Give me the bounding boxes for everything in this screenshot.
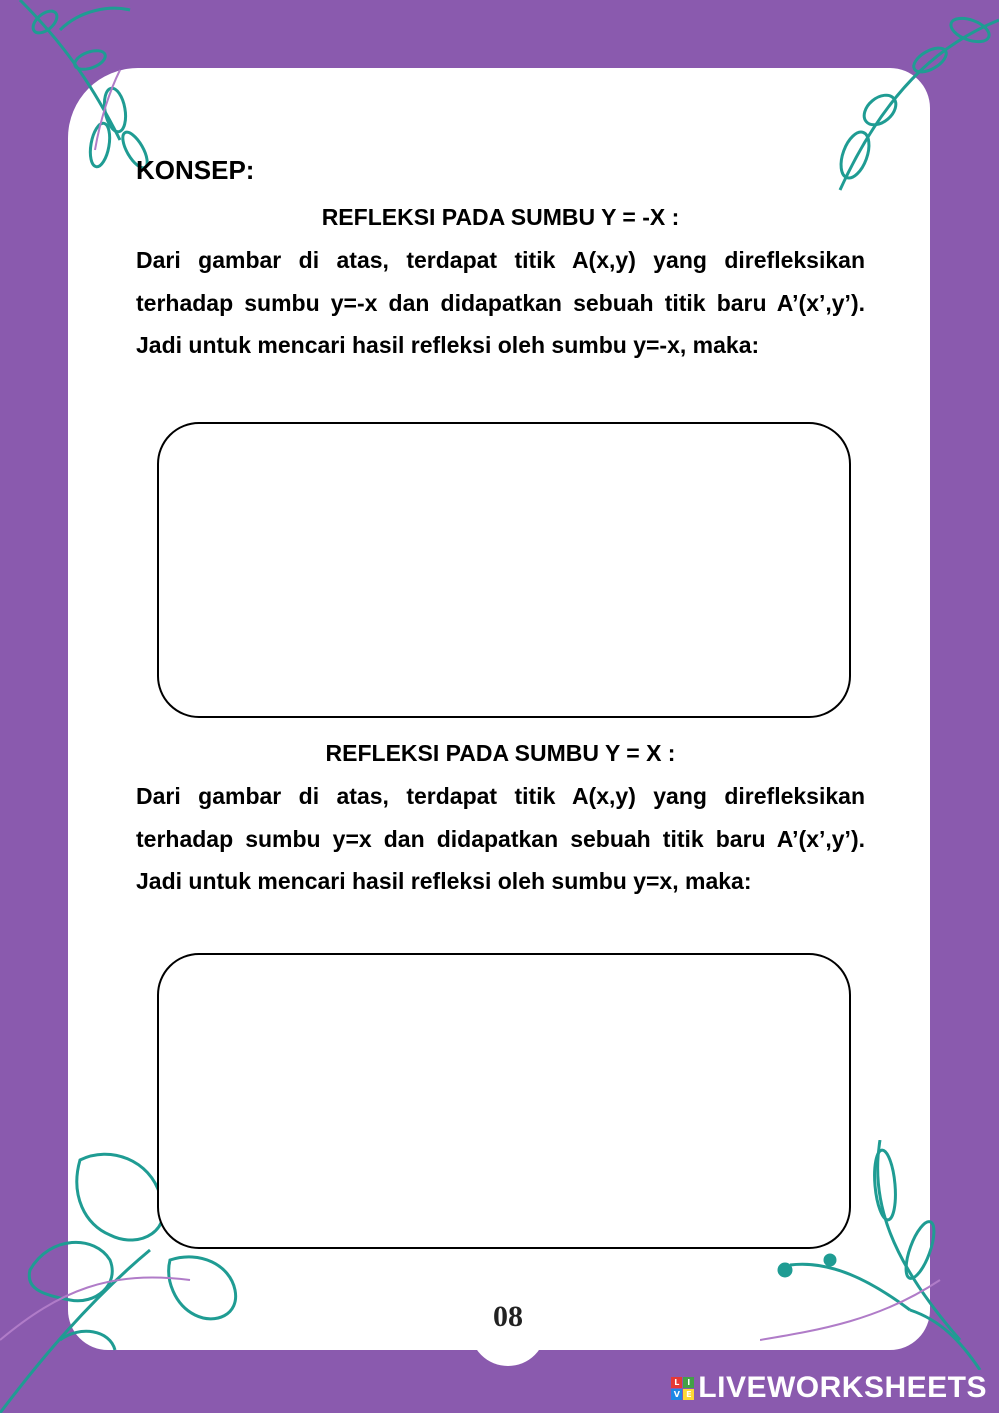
section-paragraph-reflection-y-x: Dari gambar di atas, terdapat titik A(x,y) yang direfleksikan terhadap sumbu y=x dan didapatkan sebuah titik baru A’(x’,y’). Jadi untuk mencari hasil refleksi oleh sumbu y=x, maka: — [136, 783, 865, 894]
logo-letter-i: I — [683, 1377, 694, 1388]
section-paragraph-reflection-y-neg-x: Dari gambar di atas, terdapat titik A(x,y) yang direfleksikan terhadap sumbu y=-x dan didapatkan sebuah titik baru A’(x’,y’). Jadi untuk mencari hasil refleksi oleh sumbu y=-x, maka: — [136, 247, 865, 358]
page-number: 08 — [493, 1300, 523, 1333]
live-logo-icon — [671, 1377, 694, 1400]
answer-box-reflection-y-x[interactable] — [157, 953, 851, 1249]
top-right-leaf-branch-icon — [800, 0, 999, 200]
section-title-reflection-y-x: REFLEKSI PADA SUMBU Y = X : — [325, 740, 676, 766]
page-heading: KONSEP: — [136, 155, 255, 185]
answer-box-reflection-y-neg-x[interactable] — [157, 422, 851, 718]
section-title-reflection-y-neg-x: REFLEKSI PADA SUMBU Y = -X : — [321, 204, 680, 230]
liveworksheets-watermark[interactable] — [671, 1371, 987, 1405]
logo-letter-l: L — [671, 1377, 682, 1388]
logo-letter-e: E — [683, 1389, 694, 1400]
watermark-text: LIVEWORKSHEETS — [698, 1371, 987, 1404]
logo-letter-v: V — [671, 1389, 682, 1400]
